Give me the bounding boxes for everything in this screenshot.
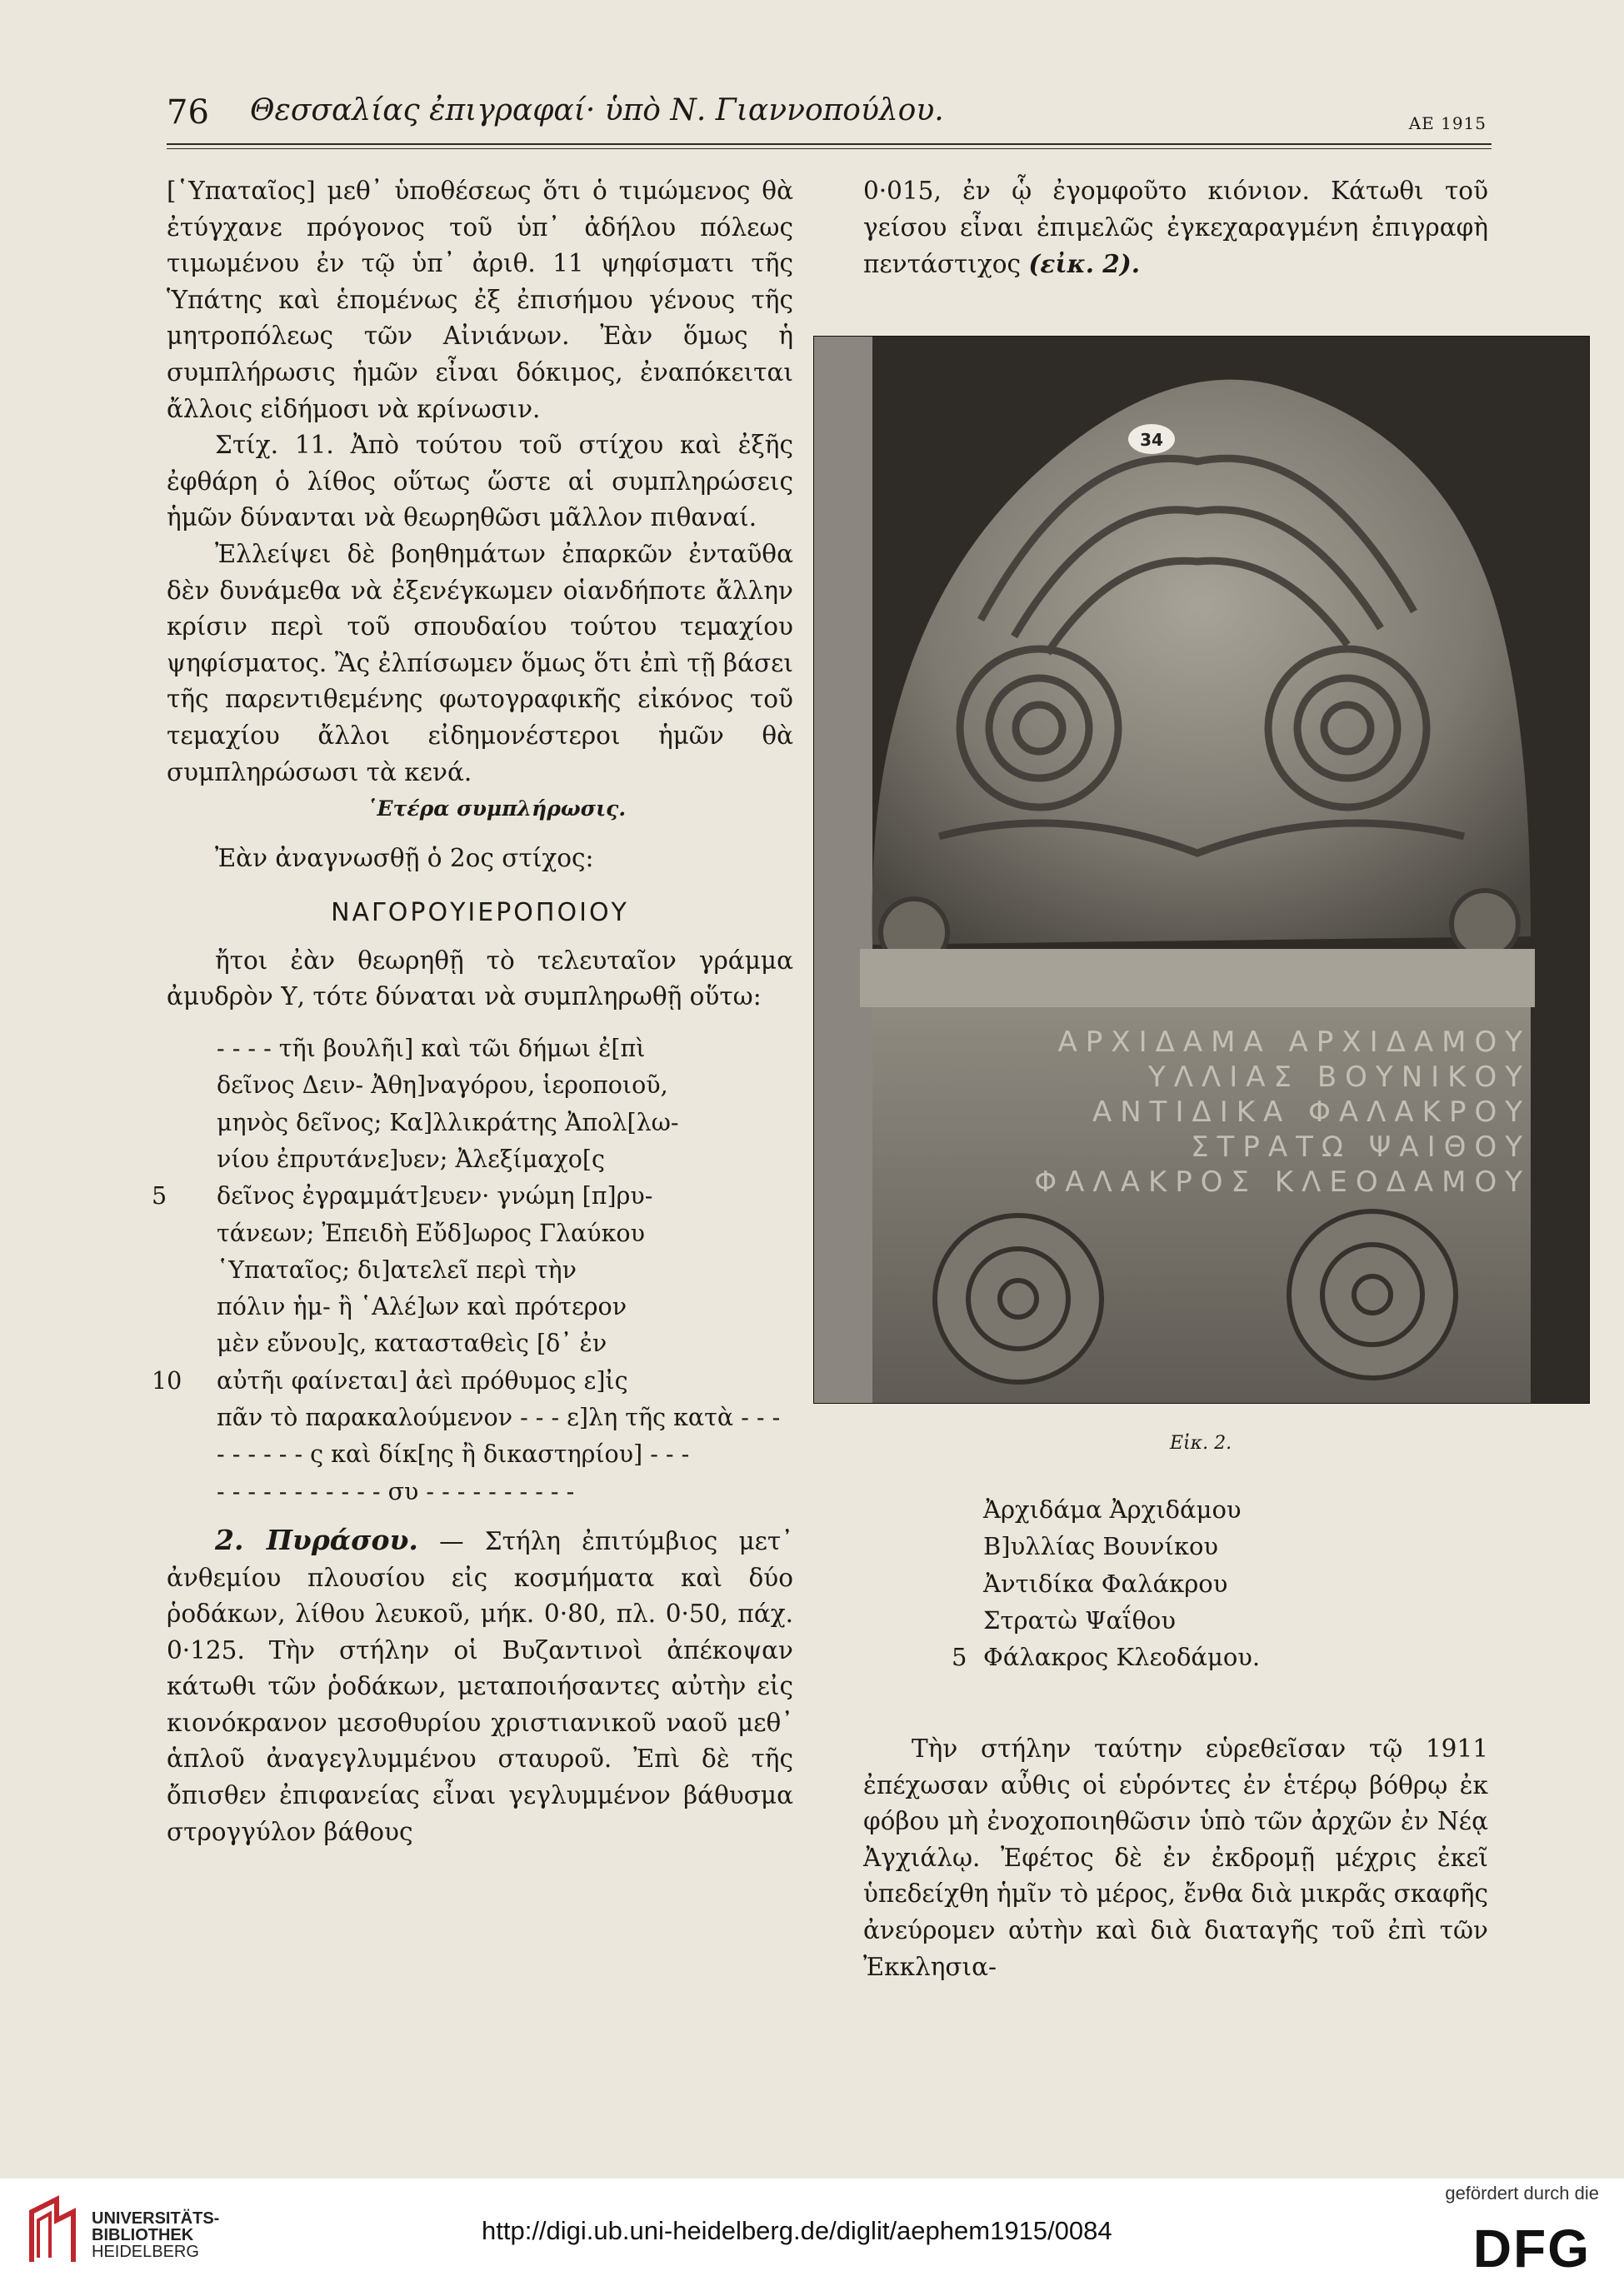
paragraph: [῾Υπαταῖος] μεθ᾽ ὑποθέσεως ὅτι ὁ τιμώμενος θὰ ἐτύγχανε πρόγονος τοῦ ὑπ᾽ ἀδήλου πόλεως τιμωμένου ἐν τῷ ὑπ᾽ ἀριθ. 11 ψηφίσματι τῆς Ὑπάτης καὶ ἑπομένως ἐξ ἐπισήμου γένους τῆς μητροπόλεως τῶν Αἰνιάνων. Ἐὰν ὅμως ἡ συμπλήρωσις ἡμῶν εἶναι δόκιμος, ἐναπόκειται ἄλλοις εἰδήμοσι νὰ κρίνωσιν. — [167, 177, 793, 423]
transcription-text: Ἀντιδίκα Φαλάκρου — [983, 1569, 1228, 1598]
verse-line — [152, 1363, 793, 1400]
inscription-row: ΑΡΧΙΔΑΜΑ ΑΡΧΙΔΑΜΟΥ — [1057, 1026, 1531, 1059]
verse-text: μὲν εὔνου]ς, κατασταθεὶς [δ᾽ ἐν — [217, 1330, 607, 1358]
inscription-row: ΦΑΛΑΚΡΟΣ ΚΛΕΟΔΑΜΟΥ — [1034, 1165, 1531, 1199]
transcription-text: Στρατὼ Ψαΐθου — [983, 1605, 1177, 1635]
verse-text: δεῖνος ἐγραμμάτ]ευεν· γνώμη [π]ρυ- — [217, 1182, 653, 1210]
verse-text: - - - - τῆι βουλῆι] καὶ τῶι δήμωι ἐ[πὶ — [217, 1035, 646, 1063]
transcription-line — [983, 1565, 1260, 1602]
transcription-line — [983, 1528, 1260, 1565]
university-library-logo-icon — [23, 2195, 82, 2270]
subheading: ῾Ετέρα συμπλήρωσις. — [367, 796, 627, 821]
journal-tag: ΑΕ 1915 — [1408, 113, 1487, 133]
paragraph: Τὴν στήλην ταύτην εὑρεθεῖσαν τῷ 1911 ἐπέχωσαν αὖθις οἱ εὑρόντες ἐν ἑτέρῳ βόθρῳ ἐκ φόβου μὴ ἐνοχοποιηθῶσιν ὑπὸ τῶν ἀρχῶν ἐν Νέᾳ Ἀγχιάλῳ. Ἐφέτος δὲ ἐν ἐκδρομῇ μέχρις ἐκεῖ ὑπεδείχθη ἡμῖν τὸ μέρος, ἔνθα διὰ μικρᾶς σκαφῆς ἀνεύρομεν αὐτὴν καὶ διὰ διαταγῆς τοῦ ἐπὶ τῶν Ἐκκλησια- — [863, 1734, 1488, 1981]
line-number: 5 — [152, 1182, 167, 1210]
verse-text: αὐτῆι φαίνεται] ἀεὶ πρόθυμος ε]ἰς — [217, 1366, 628, 1395]
inscription-row: ΣΤΡΑΤΩ ΨΑΙΘΟΥ — [1191, 1131, 1531, 1164]
running-title: Θεσσαλίας ἐπιγραφαί· ὑπὸ Ν. Γιαννοπούλου. — [250, 93, 944, 127]
right-column-top — [863, 173, 1488, 283]
stele-inscription — [1034, 1026, 1531, 1199]
paragraph: Στίχ. 11. Ἀπὸ τούτου τοῦ στίχου καὶ ἐξῆς ἐφθάρη ὁ λίθος οὕτως ὥστε αἱ συμπληρώσεις ἡμῶν δύνανται νὰ θεωρηθῶσι μᾶλλον πιθαναί. — [167, 431, 793, 532]
right-column-bottom — [863, 1731, 1488, 1985]
transcription-text: Ἀρχιδάμα Ἀρχιδάμου — [983, 1495, 1242, 1524]
paragraph-text: 0·015, ἐν ᾧ ἐγομφοῦτο κιόνιον. Κάτωθι τοῦ γείσου εἶναι ἐπιμελῶς ἐγκεχαραγμένη ἐπιγραφὴ πεντάστιχος — [863, 177, 1488, 279]
figure-reference: (εἰκ. 2). — [1028, 249, 1140, 279]
verse-text: δεῖνος Δειν- Ἀθη]ναγόρου, ἱεροποιοῦ, — [217, 1071, 668, 1100]
verse-block — [152, 1031, 793, 1510]
paragraph — [167, 1522, 793, 1850]
library-name-line: HEIDELBERG — [92, 2243, 199, 2261]
verse-line — [167, 1400, 793, 1436]
header-rule — [167, 143, 1492, 145]
transcription-text: Φάλακρος Κλεοδάμου. — [983, 1643, 1261, 1672]
library-name — [92, 2210, 219, 2260]
inscription-transcription — [952, 1491, 1261, 1675]
verse-line — [167, 1474, 793, 1510]
verse-line — [152, 1178, 793, 1215]
verse-line — [167, 1325, 793, 1362]
verse-line — [167, 1141, 793, 1178]
photo-label: 34 — [1140, 430, 1163, 450]
stele-photograph — [813, 336, 1590, 1404]
photo-edge — [814, 337, 872, 1403]
inscription-row: ΥΛΛΙΑΣ ΒΟΥΝΙΚΟΥ — [1147, 1061, 1531, 1094]
left-column — [152, 173, 793, 1850]
line-number: 10 — [152, 1366, 182, 1395]
cornice — [860, 949, 1535, 1007]
verse-text: πόλιν ἡμ- ἢ ῾Αλέ]ων καὶ πρότερον — [217, 1293, 627, 1321]
transcription-line — [983, 1491, 1260, 1528]
library-name-line: BIBLIOTHEK — [92, 2226, 194, 2244]
paragraph — [863, 173, 1488, 283]
transcription-text: Β]υλλίας Βουνίκου — [983, 1532, 1219, 1561]
paragraph: Ἐλλείψει δὲ βοηθημάτων ἐπαρκῶν ἐνταῦθα δὲν δυνάμεθα νὰ ἐξενέγκωμεν οἱανδήποτε ἄλλην κρίσιν περὶ τοῦ σπουδαίου τούτου τεμαχίου ψηφίσματος. Ἂς ἐλπίσωμεν ὅμως ὅτι ἐπὶ τῇ βάσει τῆς παρεντιθεμένης φωτογραφικῆς εἰκόνος τοῦ τεμαχίου ἄλλοι εἰδημονέστεροι ἡμῶν θὰ συμπληρώσωσι τὰ κενά. — [167, 539, 793, 786]
verse-line — [167, 1289, 793, 1325]
transcription-line — [952, 1639, 1261, 1675]
verse-line — [167, 1215, 793, 1252]
verse-text: - - - - - - - - - - - συ - - - - - - - - - - — [217, 1477, 575, 1505]
verse-text: πᾶν τὸ παρακαλούμενον - - - ε]λη τῆς κατὰ - - - — [217, 1404, 781, 1432]
section-heading: 2. Πυράσου. — [215, 1523, 418, 1556]
dfg-logo: DFG — [1472, 2219, 1591, 2279]
verse-text: νίου ἐπρυτάνε]υεν; Ἀλεξίμαχο[ς — [217, 1145, 606, 1173]
verse-text: μηνὸς δεῖνος; Κα]λλικράτης Ἀπολ[λω- — [217, 1108, 679, 1136]
permalink[interactable]: http://digi.ub.uni-heidelberg.de/diglit/aephem1915/0084 — [482, 2216, 1112, 2245]
library-name-line: UNIVERSITÄTS- — [92, 2209, 220, 2228]
figure-caption: Εἰκ. 2. — [1170, 1433, 1232, 1454]
funding-note: gefördert durch die — [1445, 2183, 1599, 2204]
line-number: 5 — [952, 1643, 967, 1672]
inscription-line: ΝΑΓΟΡΟΥΙΕΡΟΠΟΙΟΥ — [331, 898, 629, 928]
paragraph: ἤτοι ἐὰν θεωρηθῇ τὸ τελευταῖον γράμμα ἀμυδρὸν Υ, τότε δύναται νὰ συμπληρωθῇ οὕτω: — [167, 946, 793, 1011]
verse-line — [167, 1252, 793, 1289]
page-number: 76 — [167, 93, 209, 132]
paragraph: Ἐὰν ἀναγνωσθῇ ὁ 2ος στίχος: — [215, 843, 594, 872]
verse-text: ῾Υπαταῖος; δι]ατελεῖ περὶ τὴν — [217, 1255, 577, 1284]
paragraph-text: — Στήλη ἐπιτύμβιος μετ᾽ ἀνθεμίου πλουσίου εἰς κοσμήματα καὶ δύο ῥοδάκων, λίθου λευκοῦ, μήκ. 0·80, πλ. 0·50, πάχ. 0·125. Τὴν στήλην οἱ Βυζαντινοὶ ἀπέκοψαν κάτωθι τῶν ῥοδάκων, μεταποιήσαντες αὐτὴν εἰς κιονόκρανον μεσοθυρίου χριστιανικοῦ ναοῦ μεθ᾽ ἁπλοῦ ἀναγεγλυμμένου σταυροῦ. Ἐπὶ δὲ τῆς ὄπισθεν ἐπιφανείας εἶναι γεγλυμμένον βάθυσμα στρογγύλον βάθους — [167, 1526, 793, 1846]
verse-line — [167, 1067, 793, 1104]
verse-line — [167, 1436, 793, 1473]
verse-line — [167, 1031, 793, 1067]
inscription-row: ΑΝΤΙΔΙΚΑ ΦΑΛΑΚΡΟΥ — [1092, 1096, 1531, 1129]
verse-text: τάνεων; Ἐπειδὴ Εὔδ]ωρος Γλαύκου — [217, 1219, 645, 1247]
transcription-line — [983, 1602, 1260, 1639]
verse-text: - - - - - - ς καὶ δίκ[ης ἢ δικαστηρίου] - - - — [217, 1440, 690, 1469]
verse-line — [167, 1105, 793, 1141]
header-rule-thin — [167, 148, 1492, 149]
